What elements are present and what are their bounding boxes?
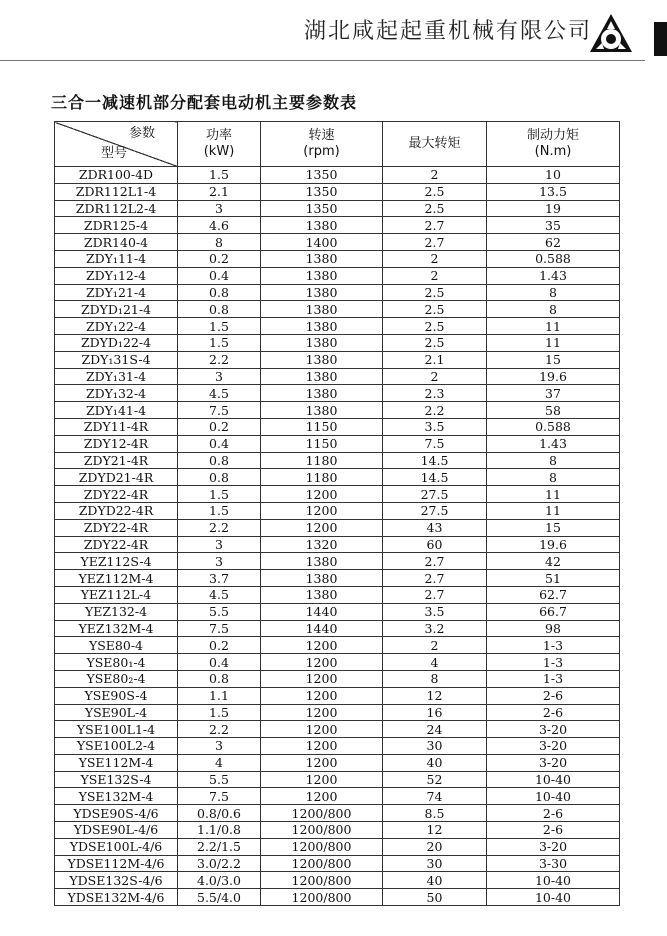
brake-torque-cell: 10-40 — [487, 771, 620, 788]
model-cell: YEZ112M-4 — [55, 570, 178, 587]
table-row — [55, 452, 620, 469]
brake-torque-cell: 8 — [487, 469, 620, 486]
power-cell: 0.4 — [178, 435, 261, 452]
max-torque-label: 最大转矩 — [408, 136, 461, 151]
brake-torque-cell: 51 — [487, 570, 620, 587]
power-unit: (kW) — [203, 144, 235, 159]
model-cell: YSE100L1-4 — [55, 721, 178, 738]
max-torque-cell: 2 — [383, 250, 487, 267]
max-torque-cell: 3.5 — [383, 418, 487, 435]
brake-torque-cell: 35 — [487, 217, 620, 234]
side-tab-marker — [654, 22, 667, 56]
power-cell: 0.8 — [178, 469, 261, 486]
brake-torque-cell: 2-6 — [487, 805, 620, 822]
power-cell: 8 — [178, 234, 261, 251]
model-cell: ZDYD22-4R — [55, 502, 178, 519]
speed-cell: 1380 — [261, 267, 383, 284]
brake-torque-cell: 3-30 — [487, 855, 620, 872]
brake-torque-cell: 3-20 — [487, 754, 620, 771]
model-cell: YEZ112S-4 — [55, 553, 178, 570]
brake-torque-cell: 10-40 — [487, 889, 620, 906]
power-cell: 1.1/0.8 — [178, 822, 261, 839]
model-cell: ZDY₁11-4 — [55, 250, 178, 267]
table-row — [55, 570, 620, 587]
page-title: 三合一减速机部分配套电动机主要参数表 — [51, 93, 358, 112]
table-row — [55, 721, 620, 738]
model-cell: ZDY₁41-4 — [55, 402, 178, 419]
brake-torque-cell: 1-3 — [487, 670, 620, 687]
power-cell: 3 — [178, 368, 261, 385]
table-row — [55, 284, 620, 301]
speed-cell: 1200/800 — [261, 855, 383, 872]
speed-cell: 1200/800 — [261, 838, 383, 855]
model-cell: ZDY22-4R — [55, 536, 178, 553]
table-body — [55, 167, 620, 906]
company-logo-icon — [588, 12, 634, 58]
brake-torque-cell: 0.588 — [487, 418, 620, 435]
power-cell: 2.2 — [178, 721, 261, 738]
brake-torque-cell: 11 — [487, 318, 620, 335]
column-header-max-torque — [383, 122, 487, 167]
table-row — [55, 418, 620, 435]
max-torque-cell: 2.1 — [383, 351, 487, 368]
brake-torque-cell: 1.43 — [487, 435, 620, 452]
max-torque-cell: 40 — [383, 872, 487, 889]
speed-cell: 1180 — [261, 469, 383, 486]
max-torque-cell: 2.7 — [383, 586, 487, 603]
speed-cell: 1380 — [261, 368, 383, 385]
speed-cell: 1150 — [261, 418, 383, 435]
model-cell: ZDY11-4R — [55, 418, 178, 435]
max-torque-cell: 60 — [383, 536, 487, 553]
table-row — [55, 183, 620, 200]
table-row — [55, 872, 620, 889]
brake-torque-cell: 3-20 — [487, 738, 620, 755]
power-cell: 0.4 — [178, 654, 261, 671]
model-cell: YSE80₁-4 — [55, 654, 178, 671]
speed-cell: 1380 — [261, 385, 383, 402]
brake-torque-cell: 11 — [487, 502, 620, 519]
speed-cell: 1440 — [261, 603, 383, 620]
table-row — [55, 553, 620, 570]
power-cell: 0.8 — [178, 301, 261, 318]
parameter-table — [54, 121, 620, 906]
table-row — [55, 603, 620, 620]
model-cell: YDSE132S-4/6 — [55, 872, 178, 889]
speed-cell: 1350 — [261, 200, 383, 217]
max-torque-cell: 40 — [383, 754, 487, 771]
max-torque-cell: 4 — [383, 654, 487, 671]
brake-torque-cell: 11 — [487, 334, 620, 351]
power-cell: 5.5 — [178, 771, 261, 788]
table-row — [55, 805, 620, 822]
power-cell: 0.2 — [178, 250, 261, 267]
table-row — [55, 586, 620, 603]
model-cell: ZDYD₁21-4 — [55, 301, 178, 318]
power-cell: 3 — [178, 553, 261, 570]
speed-cell: 1380 — [261, 250, 383, 267]
table-row — [55, 822, 620, 839]
max-torque-cell: 2.5 — [383, 200, 487, 217]
max-torque-cell: 3.2 — [383, 620, 487, 637]
speed-cell: 1200 — [261, 754, 383, 771]
model-cell: ZDY₁31-4 — [55, 368, 178, 385]
table-row — [55, 385, 620, 402]
max-torque-cell: 2 — [383, 637, 487, 654]
max-torque-cell: 14.5 — [383, 469, 487, 486]
corner-param-label: 参数 — [128, 126, 155, 141]
max-torque-cell: 2.5 — [383, 183, 487, 200]
column-header-power — [178, 122, 261, 167]
max-torque-cell: 3.5 — [383, 603, 487, 620]
power-cell: 3 — [178, 738, 261, 755]
table-row — [55, 368, 620, 385]
table-row — [55, 754, 620, 771]
table-row — [55, 318, 620, 335]
column-header-speed — [261, 122, 383, 167]
model-cell: YSE100L2-4 — [55, 738, 178, 755]
table-row — [55, 234, 620, 251]
max-torque-cell: 20 — [383, 838, 487, 855]
model-cell: YEZ132-4 — [55, 603, 178, 620]
max-torque-cell: 2.7 — [383, 570, 487, 587]
speed-cell: 1200 — [261, 486, 383, 503]
table-row — [55, 334, 620, 351]
table-row — [55, 889, 620, 906]
brake-torque-cell: 2-6 — [487, 687, 620, 704]
power-cell: 4.6 — [178, 217, 261, 234]
brake-torque-cell: 3-20 — [487, 838, 620, 855]
column-header-brake-torque — [487, 122, 620, 167]
table-row — [55, 217, 620, 234]
table-row — [55, 301, 620, 318]
table-row — [55, 469, 620, 486]
table-row — [55, 486, 620, 503]
power-cell: 0.2 — [178, 418, 261, 435]
max-torque-cell: 27.5 — [383, 502, 487, 519]
power-cell: 0.8 — [178, 670, 261, 687]
speed-cell: 1200 — [261, 704, 383, 721]
power-cell: 2.2 — [178, 519, 261, 536]
speed-cell: 1380 — [261, 553, 383, 570]
model-cell: ZDR140-4 — [55, 234, 178, 251]
power-cell: 0.4 — [178, 267, 261, 284]
speed-cell: 1180 — [261, 452, 383, 469]
power-cell: 7.5 — [178, 788, 261, 805]
power-cell: 0.2 — [178, 637, 261, 654]
model-cell: YDSE90S-4/6 — [55, 805, 178, 822]
table-row — [55, 502, 620, 519]
model-cell: ZDR100-4D — [55, 167, 178, 184]
model-cell: ZDY12-4R — [55, 435, 178, 452]
model-cell: YDSE132M-4/6 — [55, 889, 178, 906]
brake-torque-cell: 13.5 — [487, 183, 620, 200]
brake-torque-cell: 10 — [487, 167, 620, 184]
max-torque-cell: 16 — [383, 704, 487, 721]
speed-cell: 1200 — [261, 721, 383, 738]
model-cell: YSE90L-4 — [55, 704, 178, 721]
brake-torque-cell: 15 — [487, 519, 620, 536]
speed-cell: 1380 — [261, 570, 383, 587]
speed-cell: 1200 — [261, 502, 383, 519]
speed-cell: 1400 — [261, 234, 383, 251]
corner-model-label: 型号 — [101, 146, 128, 161]
table-row — [55, 402, 620, 419]
max-torque-cell: 24 — [383, 721, 487, 738]
power-cell: 4.5 — [178, 586, 261, 603]
table-row — [55, 670, 620, 687]
max-torque-cell: 2.5 — [383, 318, 487, 335]
speed-cell: 1380 — [261, 402, 383, 419]
max-torque-cell: 12 — [383, 822, 487, 839]
power-cell: 2.2/1.5 — [178, 838, 261, 855]
speed-cell: 1380 — [261, 301, 383, 318]
brake-torque-unit: (N.m) — [534, 144, 572, 159]
max-torque-cell: 12 — [383, 687, 487, 704]
speed-cell: 1200 — [261, 788, 383, 805]
brake-torque-cell: 58 — [487, 402, 620, 419]
brake-torque-cell: 62 — [487, 234, 620, 251]
model-cell: YSE132M-4 — [55, 788, 178, 805]
speed-cell: 1200 — [261, 654, 383, 671]
brake-torque-label: 制动力矩 — [526, 128, 579, 143]
max-torque-cell: 2.3 — [383, 385, 487, 402]
speed-cell: 1200 — [261, 637, 383, 654]
header-rule — [0, 60, 645, 61]
brake-torque-cell: 1-3 — [487, 654, 620, 671]
speed-cell: 1380 — [261, 318, 383, 335]
model-cell: YEZ132M-4 — [55, 620, 178, 637]
brake-torque-cell: 2-6 — [487, 822, 620, 839]
table-row — [55, 637, 620, 654]
brake-torque-cell: 62.7 — [487, 586, 620, 603]
power-cell: 2.1 — [178, 183, 261, 200]
speed-cell: 1200 — [261, 738, 383, 755]
speed-cell: 1200 — [261, 519, 383, 536]
power-cell: 3.0/2.2 — [178, 855, 261, 872]
max-torque-cell: 2.2 — [383, 402, 487, 419]
max-torque-cell: 52 — [383, 771, 487, 788]
power-cell: 4.5 — [178, 385, 261, 402]
max-torque-cell: 2 — [383, 368, 487, 385]
brake-torque-cell: 8 — [487, 284, 620, 301]
max-torque-cell: 7.5 — [383, 435, 487, 452]
power-cell: 1.1 — [178, 687, 261, 704]
table-row — [55, 620, 620, 637]
speed-cell: 1200/800 — [261, 889, 383, 906]
table-row — [55, 536, 620, 553]
table-row — [55, 838, 620, 855]
speed-label: 转速 — [308, 128, 335, 143]
brake-torque-cell: 8 — [487, 301, 620, 318]
power-cell: 0.8 — [178, 284, 261, 301]
speed-cell: 1380 — [261, 217, 383, 234]
brake-torque-cell: 15 — [487, 351, 620, 368]
brake-torque-cell: 66.7 — [487, 603, 620, 620]
model-cell: ZDY₁31S-4 — [55, 351, 178, 368]
model-cell: YDSE112M-4/6 — [55, 855, 178, 872]
model-cell: YDSE90L-4/6 — [55, 822, 178, 839]
model-cell: ZDY₁22-4 — [55, 318, 178, 335]
brake-torque-cell: 1-3 — [487, 637, 620, 654]
model-cell: ZDR125-4 — [55, 217, 178, 234]
speed-cell: 1380 — [261, 334, 383, 351]
table-row — [55, 704, 620, 721]
power-cell: 5.5/4.0 — [178, 889, 261, 906]
power-cell: 0.8 — [178, 452, 261, 469]
table-row — [55, 435, 620, 452]
model-cell: YSE80-4 — [55, 637, 178, 654]
max-torque-cell: 27.5 — [383, 486, 487, 503]
speed-cell: 1380 — [261, 586, 383, 603]
max-torque-cell: 2.7 — [383, 234, 487, 251]
power-cell: 1.5 — [178, 502, 261, 519]
speed-cell: 1200/800 — [261, 805, 383, 822]
max-torque-cell: 2.7 — [383, 553, 487, 570]
brake-torque-cell: 0.588 — [487, 250, 620, 267]
table-row — [55, 351, 620, 368]
table-row — [55, 771, 620, 788]
max-torque-cell: 50 — [383, 889, 487, 906]
brake-torque-cell: 10-40 — [487, 788, 620, 805]
model-cell: ZDYD21-4R — [55, 469, 178, 486]
model-cell: YSE90S-4 — [55, 687, 178, 704]
speed-cell: 1200/800 — [261, 822, 383, 839]
brake-torque-cell: 10-40 — [487, 872, 620, 889]
brake-torque-cell: 19.6 — [487, 536, 620, 553]
power-cell: 4 — [178, 754, 261, 771]
brake-torque-cell: 19 — [487, 200, 620, 217]
model-cell: ZDY21-4R — [55, 452, 178, 469]
company-name: 湖北咸起起重机械有限公司 — [304, 19, 593, 44]
max-torque-cell: 8.5 — [383, 805, 487, 822]
table-row — [55, 738, 620, 755]
brake-torque-cell: 19.6 — [487, 368, 620, 385]
speed-cell: 1440 — [261, 620, 383, 637]
brake-torque-cell: 8 — [487, 452, 620, 469]
brake-torque-cell: 2-6 — [487, 704, 620, 721]
speed-cell: 1380 — [261, 284, 383, 301]
max-torque-cell: 2.5 — [383, 334, 487, 351]
table-row — [55, 855, 620, 872]
speed-cell: 1320 — [261, 536, 383, 553]
brake-torque-cell: 3-20 — [487, 721, 620, 738]
brake-torque-cell: 37 — [487, 385, 620, 402]
table-row — [55, 788, 620, 805]
table-row — [55, 267, 620, 284]
power-cell: 7.5 — [178, 620, 261, 637]
model-cell: ZDY22-4R — [55, 486, 178, 503]
power-cell: 7.5 — [178, 402, 261, 419]
model-cell: ZDR112L2-4 — [55, 200, 178, 217]
power-cell: 5.5 — [178, 603, 261, 620]
power-cell: 1.5 — [178, 704, 261, 721]
model-cell: YSE112M-4 — [55, 754, 178, 771]
table-row — [55, 519, 620, 536]
power-cell: 0.8/0.6 — [178, 805, 261, 822]
table-row — [55, 250, 620, 267]
brake-torque-cell: 1.43 — [487, 267, 620, 284]
brake-torque-cell: 42 — [487, 553, 620, 570]
max-torque-cell: 2.7 — [383, 217, 487, 234]
max-torque-cell: 30 — [383, 738, 487, 755]
model-cell: ZDR112L1-4 — [55, 183, 178, 200]
table-header-row — [55, 122, 620, 167]
model-cell: ZDY₁21-4 — [55, 284, 178, 301]
speed-cell: 1200 — [261, 670, 383, 687]
corner-header-cell — [55, 122, 178, 167]
power-cell: 1.5 — [178, 167, 261, 184]
table-row — [55, 687, 620, 704]
speed-cell: 1350 — [261, 183, 383, 200]
power-cell: 1.5 — [178, 318, 261, 335]
model-cell: ZDY₁32-4 — [55, 385, 178, 402]
model-cell: YDSE100L-4/6 — [55, 838, 178, 855]
power-cell: 1.5 — [178, 486, 261, 503]
max-torque-cell: 2.5 — [383, 301, 487, 318]
max-torque-cell: 14.5 — [383, 452, 487, 469]
power-label: 功率 — [205, 128, 232, 143]
speed-cell: 1380 — [261, 351, 383, 368]
model-cell: ZDY22-4R — [55, 519, 178, 536]
max-torque-cell: 30 — [383, 855, 487, 872]
max-torque-cell: 43 — [383, 519, 487, 536]
speed-unit: (rpm) — [303, 144, 340, 159]
power-cell: 3 — [178, 200, 261, 217]
speed-cell: 1200/800 — [261, 872, 383, 889]
speed-cell: 1200 — [261, 771, 383, 788]
max-torque-cell: 2 — [383, 167, 487, 184]
model-cell: YEZ112L-4 — [55, 586, 178, 603]
model-cell: YSE132S-4 — [55, 771, 178, 788]
power-cell: 4.0/3.0 — [178, 872, 261, 889]
power-cell: 3.7 — [178, 570, 261, 587]
table-row — [55, 654, 620, 671]
table-row — [55, 167, 620, 184]
brake-torque-cell: 11 — [487, 486, 620, 503]
speed-cell: 1150 — [261, 435, 383, 452]
model-cell: ZDY₁12-4 — [55, 267, 178, 284]
max-torque-cell: 8 — [383, 670, 487, 687]
power-cell: 1.5 — [178, 334, 261, 351]
power-cell: 3 — [178, 536, 261, 553]
speed-cell: 1200 — [261, 687, 383, 704]
model-cell: ZDYD₁22-4 — [55, 334, 178, 351]
model-cell: YSE80₂-4 — [55, 670, 178, 687]
power-cell: 2.2 — [178, 351, 261, 368]
table-row — [55, 200, 620, 217]
speed-cell: 1350 — [261, 167, 383, 184]
brake-torque-cell: 98 — [487, 620, 620, 637]
max-torque-cell: 74 — [383, 788, 487, 805]
max-torque-cell: 2 — [383, 267, 487, 284]
max-torque-cell: 2.5 — [383, 284, 487, 301]
